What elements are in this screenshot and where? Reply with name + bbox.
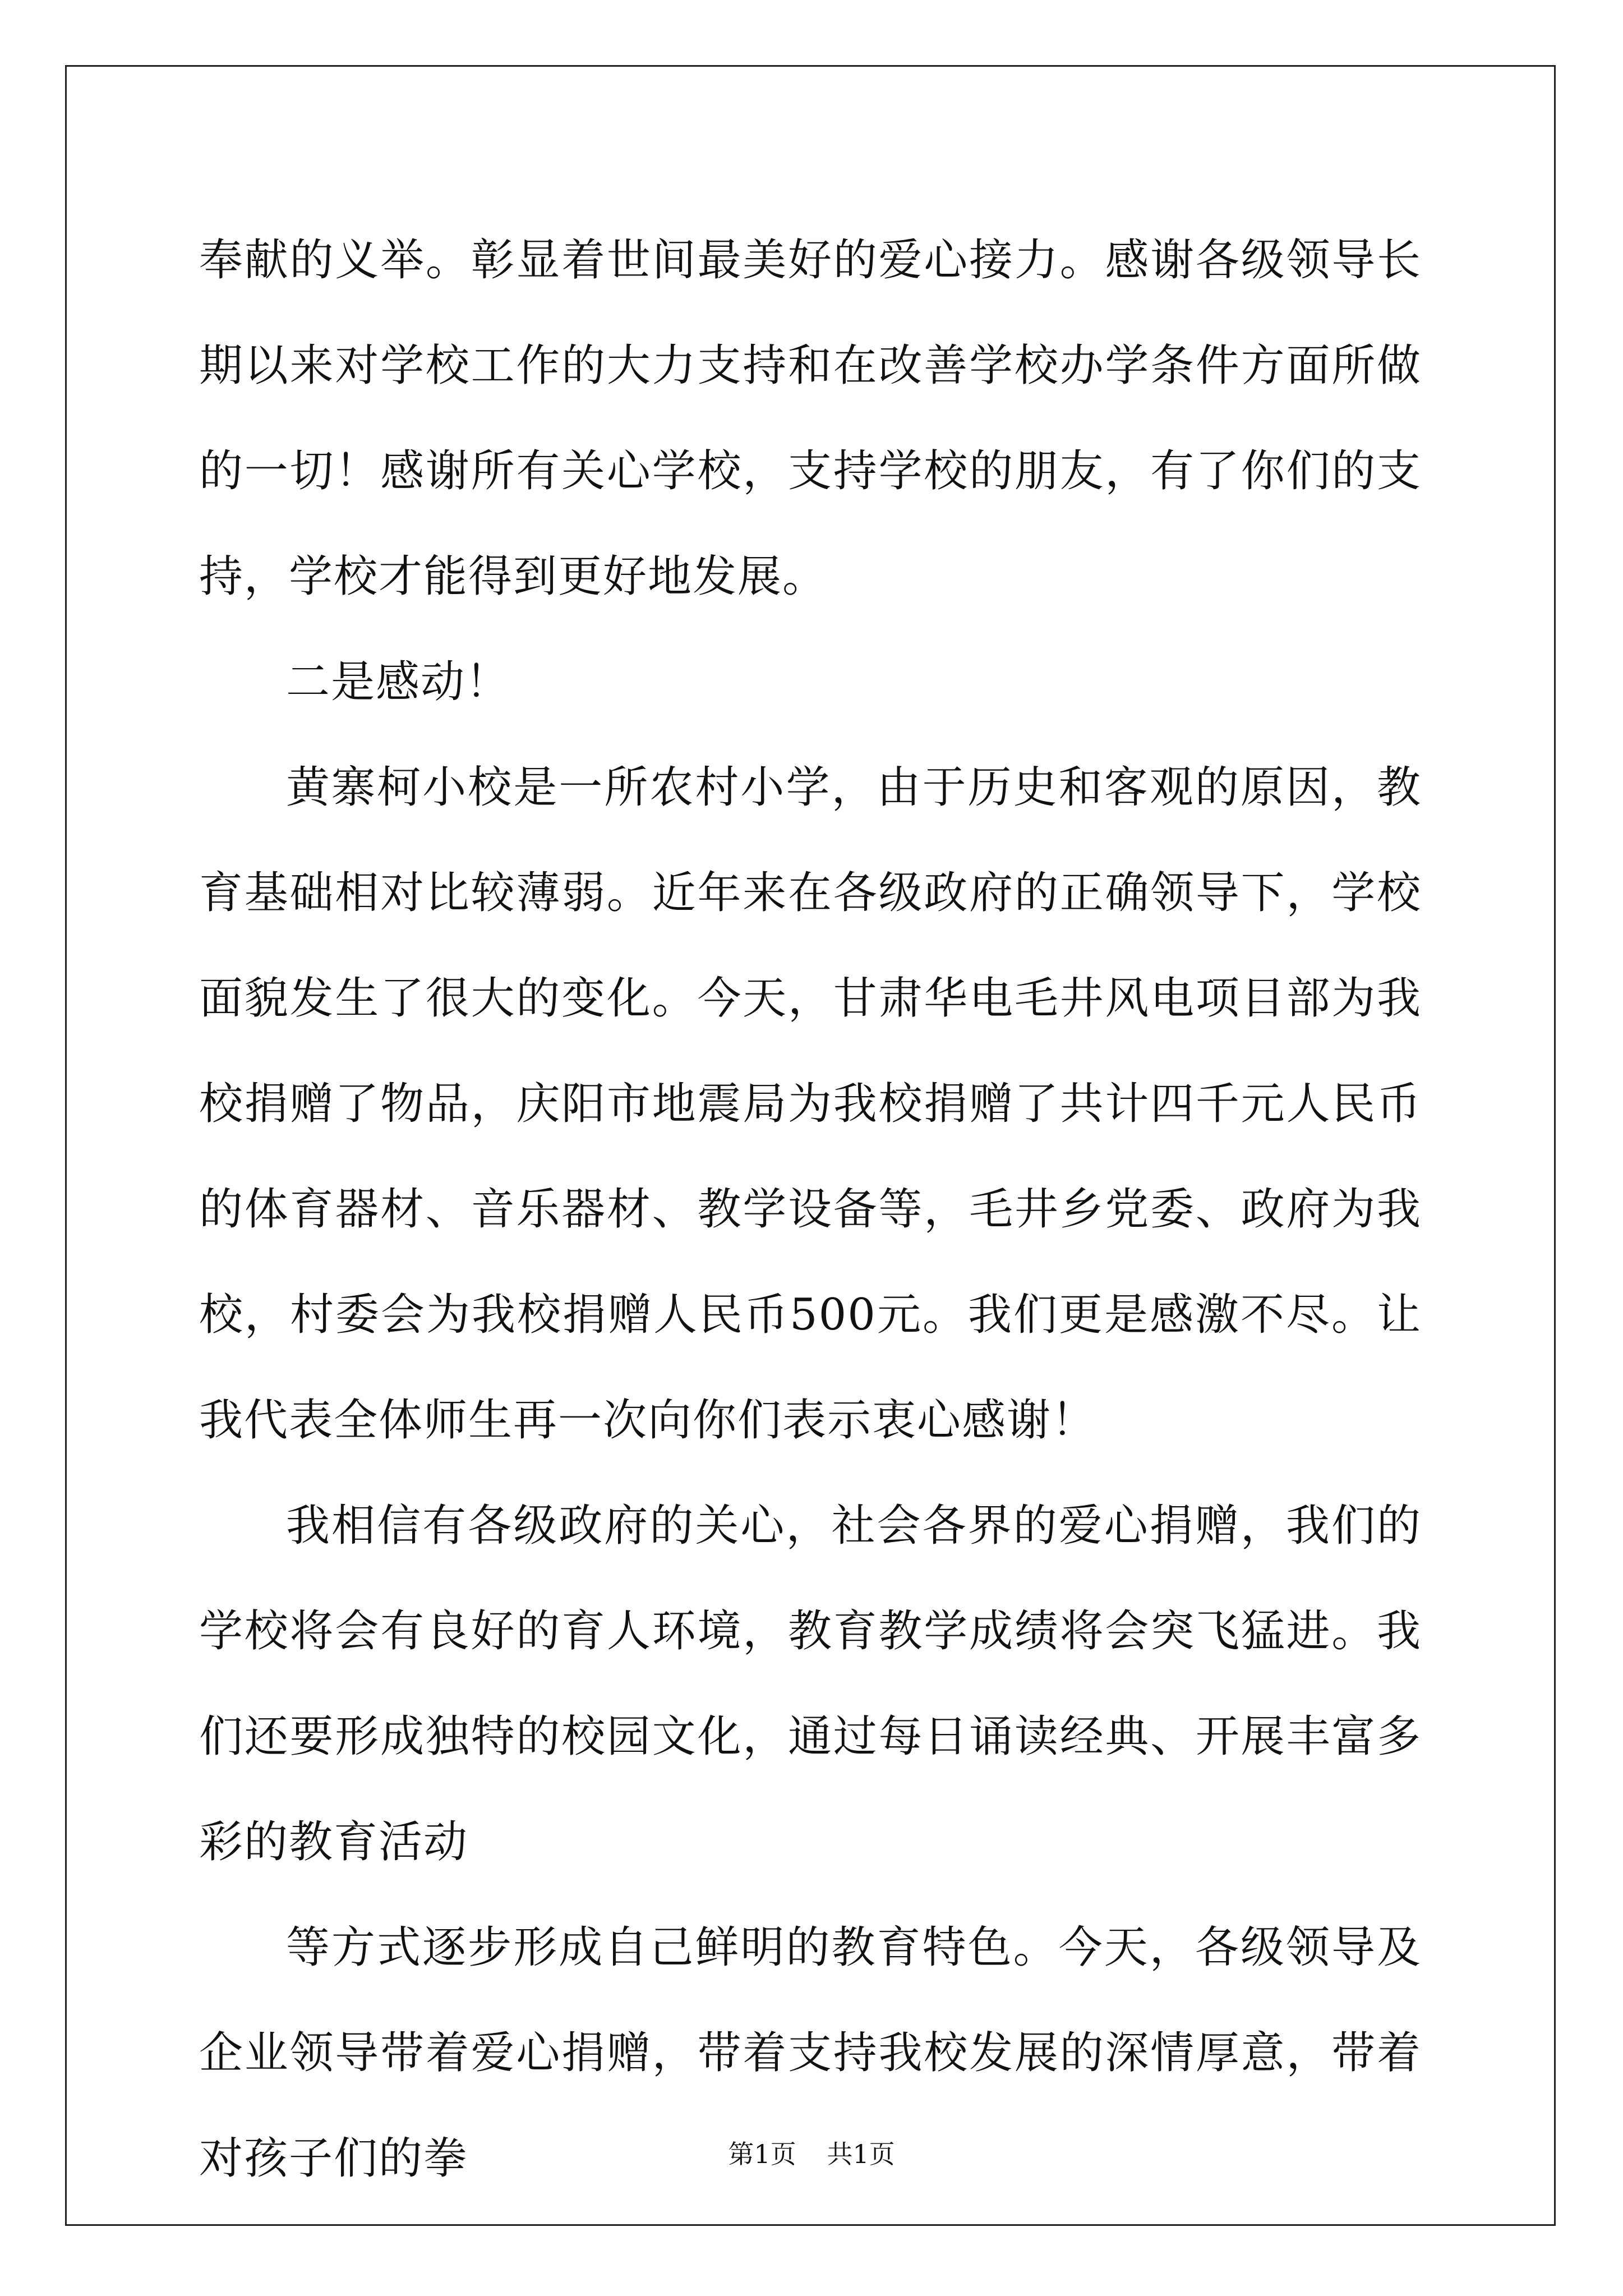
paragraph-4: 我相信有各级政府的关心，社会各界的爱心捐赠，我们的学校将会有良好的育人环境，教育教学成绩将会突飞猛进。我们还要形成独特的校园文化，通过每日诵读经典、开展丰富多彩的教育活动 bbox=[199, 1501, 1422, 1867]
document-body bbox=[199, 208, 1422, 2211]
page-total: 共1页 bbox=[827, 2139, 895, 2169]
page-number: 第1页 bbox=[728, 2139, 796, 2169]
paragraph-5: 等方式逐步形成自己鲜明的教育特色。今天，各级领导及企业领导带着爱心捐赠，带着支持我校发展的深情厚意，带着对孩子们的拳 bbox=[199, 1922, 1422, 2184]
paragraph-1: 奉献的义举。彰显着世间最美好的爱心接力。感谢各级领导长期以来对学校工作的大力支持和在改善学校办学条件方面所做的一切！感谢所有关心学校，支持学校的朋友，有了你们的支持，学校才能得到更好地发展。 bbox=[199, 235, 1422, 602]
paragraph-2-heading: 二是感动！ bbox=[286, 657, 511, 707]
page-footer bbox=[0, 2137, 1623, 2171]
paragraph-3: 黄寨柯小校是一所农村小学，由于历史和客观的原因，教育基础相对比较薄弱。近年来在各级政府的正确领导下，学校面貌发生了很大的变化。今天，甘肃华电毛井风电项目部为我校捐赠了物品，庆阳市地震局为我校捐赠了共计四千元人民币的体育器材、音乐器材、教学设备等，毛井乡党委、政府为我校，村委会为我校捐赠人民币500元。我们更是感激不尽。让我代表全体师生再一次向你们表示衷心感谢！ bbox=[199, 762, 1422, 1446]
